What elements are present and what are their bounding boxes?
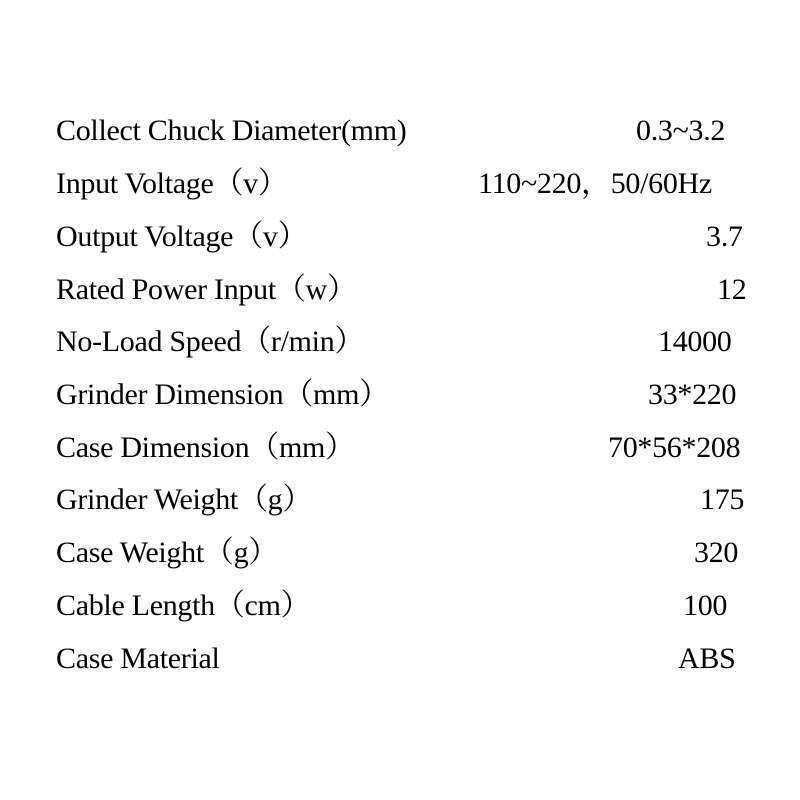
spec-label-grinder-weight: Grinder Weight（g） [56, 483, 313, 516]
spec-label-output-voltage: Output Voltage（v） [56, 220, 308, 253]
spec-value-output-voltage: 3.7 [706, 220, 743, 253]
spec-label-case-dimension: Case Dimension（mm） [56, 431, 355, 464]
spec-value-cable-length: 100 [683, 589, 728, 622]
spec-label-chuck-diameter: Collect Chuck Diameter(mm) [56, 114, 407, 147]
spec-label-case-material: Case Material [56, 642, 220, 675]
spec-label-grinder-dimension: Grinder Dimension（mm） [56, 378, 389, 411]
spec-value-input-voltage: 110~220，50/60Hz [478, 167, 712, 200]
spec-label-input-voltage: Input Voltage（v） [56, 167, 288, 200]
spec-value-rated-power: 12 [717, 273, 747, 306]
spec-label-rated-power: Rated Power Input（w） [56, 273, 357, 306]
spec-label-case-weight: Case Weight（g） [56, 536, 278, 569]
spec-value-case-dimension: 70*56*208 [608, 431, 741, 464]
spec-value-case-material: ABS [678, 642, 736, 675]
spec-label-no-load-speed: No-Load Speed（r/min） [56, 325, 365, 358]
spec-value-no-load-speed: 14000 [658, 325, 732, 358]
spec-value-grinder-weight: 175 [700, 483, 745, 516]
spec-label-cable-length: Cable Length（cm） [56, 589, 311, 622]
spec-value-grinder-dimension: 33*220 [648, 378, 737, 411]
spec-value-case-weight: 320 [694, 536, 739, 569]
spec-value-chuck-diameter: 0.3~3.2 [636, 114, 726, 147]
